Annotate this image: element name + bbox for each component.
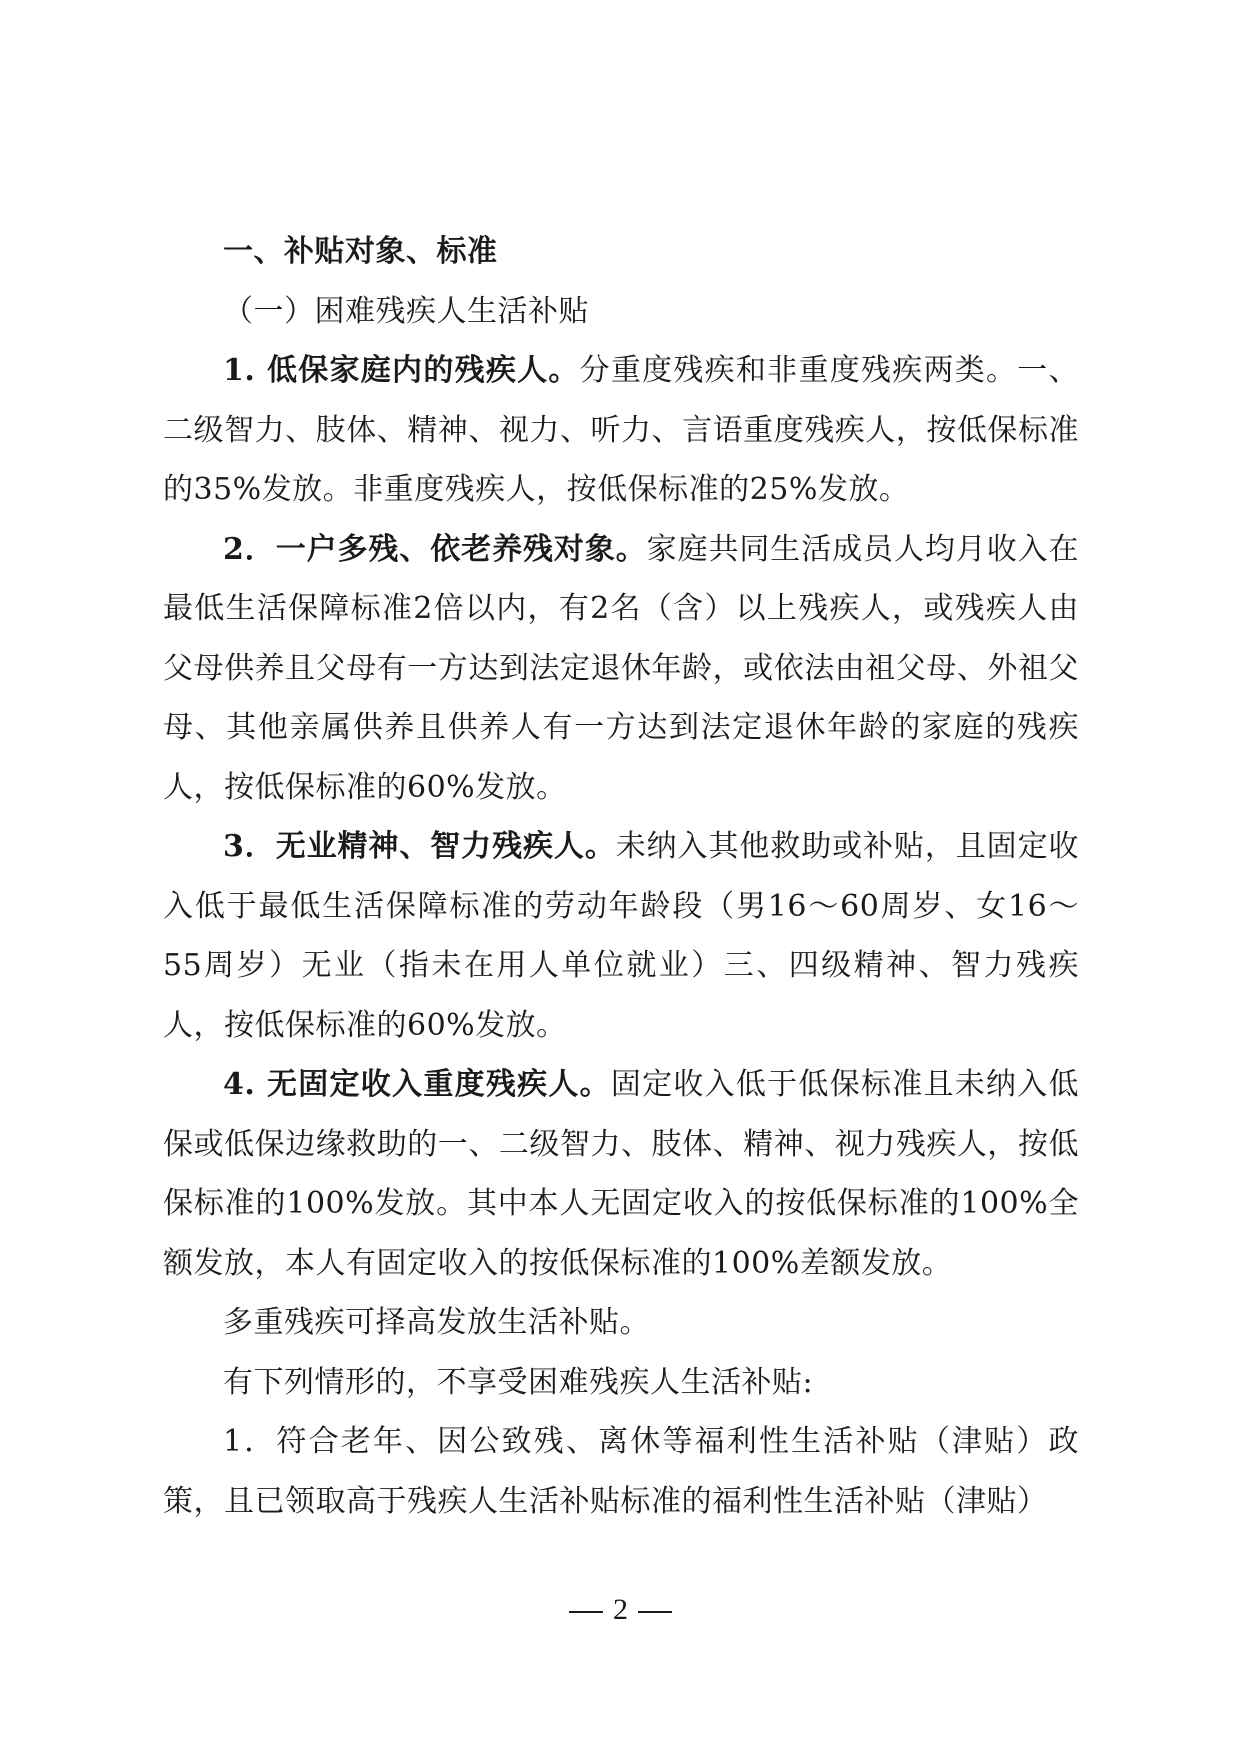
item-paragraph-3 [163,817,1079,1055]
item-paragraph-4 [163,1055,1079,1293]
page-content [163,222,1079,1531]
item-body-1: 分重度残疾和非重度残疾两类。一、二级智力、肢体、精神、视力、听力、言语重度残疾人，按低保标准的35%发放。非重度残疾人，按低保标准的25%发放。 [163,353,1080,507]
item-title-3: 3．无业精神、智力残疾人。 [223,829,616,864]
exclusion-item-1: 1．符合老年、因公致残、离休等福利性生活补贴（津贴）政策，且已领取高于残疾人生活补贴标准的福利性生活补贴（津贴） [163,1424,1079,1519]
item-body-2: 家庭共同生活成员人均月收入在最低生活保障标准2倍以内，有2名（含）以上残疾人，或残疾人由父母供养且父母有一方达到法定退休年龄，或依法由祖父母、外祖父母、其他亲属供养且供养人有一方达到法定退休年龄的家庭的残疾人，按低保标准的60%发放。 [163,531,1080,805]
page-number: 2 [613,1593,628,1626]
item-body-3: 未纳入其他救助或补贴，且固定收入低于最低生活保障标准的劳动年龄段（男16～60周岁、女16～55周岁）无业（指未在用人单位就业）三、四级精神、智力残疾人，按低保标准的60%发放。 [163,829,1080,1043]
note-paragraph: 多重残疾可择高发放生活补贴。 [223,1305,650,1340]
item-title-1: 1. 低保家庭内的残疾人。 [223,353,580,388]
exclusion-intro: 有下列情形的，不享受困难残疾人生活补贴: [223,1364,814,1400]
footer-dash-left [569,1611,603,1613]
subsection-heading: （一）困难残疾人生活补贴 [223,293,589,329]
section-heading: 一、补贴对象、标准 [223,234,498,269]
item-body-4: 固定收入低于低保标准且未纳入低保或低保边缘救助的一、二级智力、肢体、精神、视力残疾人，按低保标准的100%发放。其中本人无固定收入的按低保标准的100%全额发放，本人有固定收入的按低保标准的100%差额发放。 [163,1067,1080,1281]
page-footer [0,1590,1241,1630]
item-title-2: 2．一户多残、依老养残对象。 [223,531,647,567]
footer-dash-right [638,1611,672,1613]
item-title-4: 4. 无固定收入重度残疾人。 [223,1067,611,1102]
item-paragraph-2 [163,520,1079,818]
item-paragraph-1 [163,341,1079,520]
